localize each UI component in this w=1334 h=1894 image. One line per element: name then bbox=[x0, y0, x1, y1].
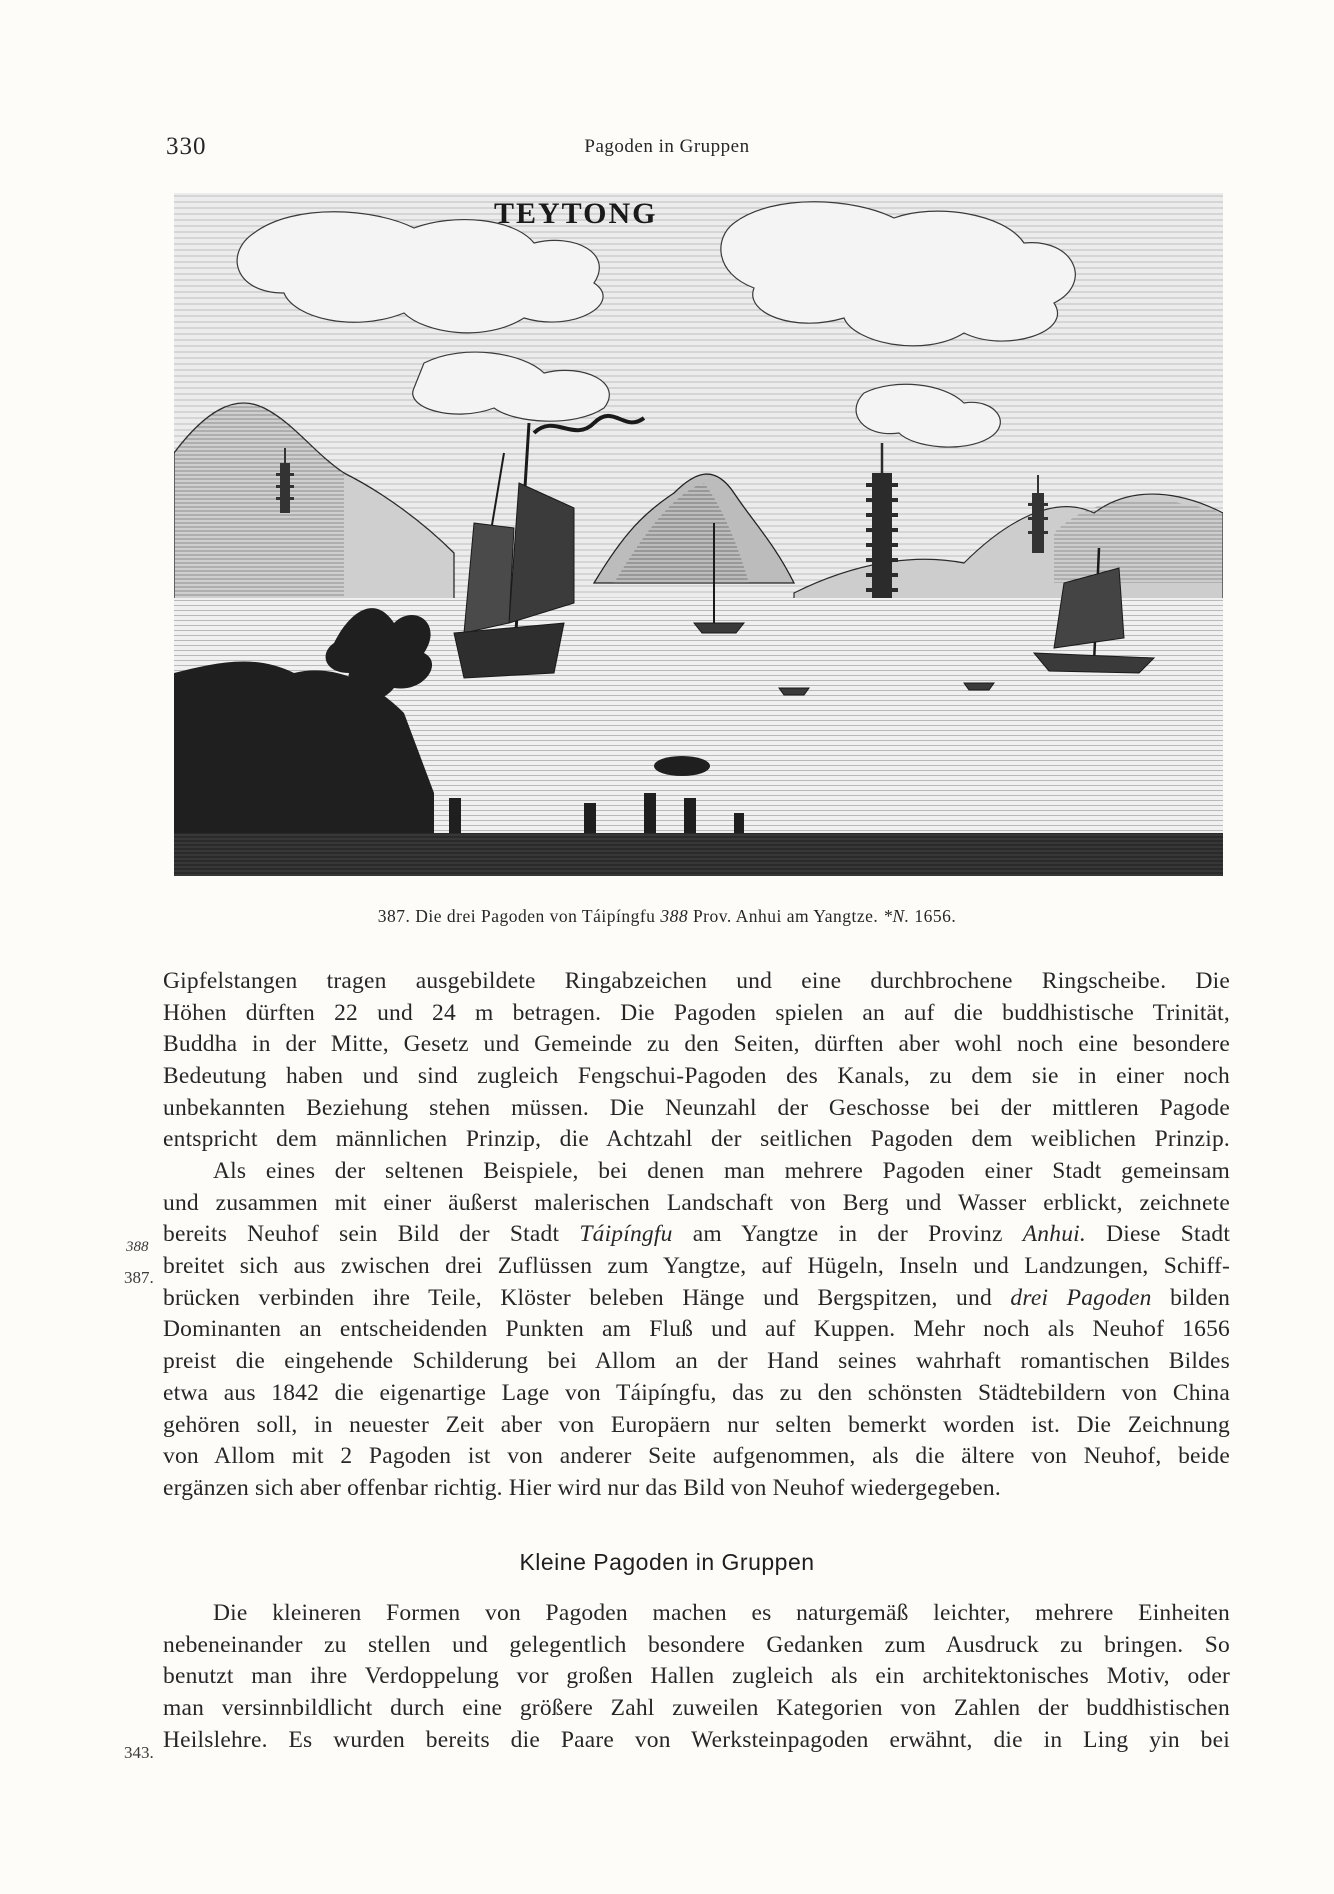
page-number: 330 bbox=[166, 133, 207, 160]
caption-source: *N. bbox=[883, 906, 910, 926]
paragraph-1 bbox=[163, 966, 1230, 1156]
running-head: Pagoden in Gruppen bbox=[584, 136, 750, 157]
text-line: Höhen dürften 22 und 24 m betragen. Die Pagoden spielen an auf die buddhistische Trinität, bbox=[163, 999, 1230, 1026]
margin-note-388: 388 bbox=[126, 1239, 149, 1255]
text-line bbox=[163, 1219, 1230, 1251]
text-line: breitet sich aus zwischen drei Zuflüssen zum Yangtze, auf Hügeln, Inseln und Landzungen, Schiff- bbox=[163, 1253, 1230, 1280]
text-line: Buddha in der Mitte, Gesetz und Gemeinde zu den Seiten, dürften aber wohl noch eine besondere bbox=[163, 1031, 1230, 1058]
text-line: ergänzen sich aber offenbar richtig. Hier wird nur das Bild von Neuhof wiedergegeben. bbox=[163, 1474, 1001, 1501]
caption-year: 1656. bbox=[914, 906, 957, 926]
caption-rest: Prov. Anhui am Yangtze. bbox=[692, 906, 879, 926]
place-name-anhui: Anhui. bbox=[1022, 1221, 1086, 1248]
caption-number: 387. bbox=[377, 906, 411, 926]
text-line: Gipfelstangen tragen ausgebildete Ringabzeichen und eine durchbrochene Ringscheibe. Die bbox=[163, 968, 1230, 994]
caption-text: Die drei Pagoden von Táipíngfu bbox=[415, 906, 656, 926]
text-line: Bedeutung haben und sind zugleich Fengschui-Pagoden des Kanals, zu dem sie in einer noch bbox=[163, 1063, 1230, 1090]
text-line: von Allom mit 2 Pagoden ist von anderer Seite aufgenommen, als die ältere von Neuhof, beide bbox=[163, 1443, 1230, 1470]
text-line: preist die eingehende Schilderung bei Allom an der Hand seines wahrhaft romantischen Bildes bbox=[163, 1348, 1230, 1375]
caption-ref: 388 bbox=[660, 906, 689, 926]
text-line: benutzt man ihre Verdoppelung vor großen Hallen zugleich als ein architektonisches Motiv, oder bbox=[163, 1663, 1230, 1690]
paragraph-2 bbox=[163, 1156, 1230, 1505]
text-line: man versinnbildlicht durch eine größere Zahl zuweilen Kategorien von Zahlen der buddhistischen bbox=[163, 1695, 1230, 1722]
engraving-illustration bbox=[174, 193, 1223, 876]
margin-note-387: 387. bbox=[124, 1268, 154, 1287]
text-line: nebeneinander zu stellen und gelegentlich besondere Gedanken zum Ausdruck zu bringen. So bbox=[163, 1631, 1230, 1658]
text-line: Dominanten an entscheidenden Punkten am Fluß und auf Kuppen. Mehr noch als Neuhof 1656 bbox=[163, 1316, 1230, 1343]
text-span: bereits Neuhof sein Bild der Stadt bbox=[163, 1221, 560, 1248]
text-line: Die kleineren Formen von Pagoden machen es naturgemäß leichter, mehrere Einheiten bbox=[213, 1600, 1230, 1626]
text-span: brücken verbinden ihre Teile, Klöster beleben Hänge und Bergspitzen, und bbox=[163, 1284, 992, 1311]
text-line: und zusammen mit einer äußerst malerischen Landschaft von Berg und Wasser erblickt, zeichnete bbox=[163, 1189, 1230, 1216]
text-line: gehören soll, in neuester Zeit aber von Europäern nur selten bemerkt worden ist. Die Zeichnung bbox=[163, 1411, 1230, 1438]
text-line: etwa aus 1842 die eigenartige Lage von Táipíngfu, das zu den schönsten Städtebildern von China bbox=[163, 1379, 1230, 1406]
place-name-taipingfu: Táipíngfu bbox=[579, 1221, 673, 1248]
plate-inscription: TEYTONG bbox=[494, 197, 658, 230]
text-line: Heilslehre. Es wurden bereits die Paare von Werksteinpagoden erwähnt, die in Ling yin bei bbox=[163, 1726, 1230, 1753]
harbor-landscape-drawing bbox=[174, 193, 1223, 876]
text-line bbox=[163, 1283, 1230, 1315]
text-line: entspricht dem männlichen Prinzip, die Achtzahl der seitlichen Pagoden dem weiblichen Prinzip. bbox=[163, 1126, 1230, 1153]
text-span: bilden bbox=[1170, 1284, 1231, 1311]
text-line: unbekannten Beziehung stehen müssen. Die Neunzahl der Geschosse bei der mittleren Pagode bbox=[163, 1094, 1230, 1121]
margin-note-343: 343. bbox=[124, 1743, 154, 1762]
text-span: am Yangtze in der Provinz bbox=[692, 1221, 1003, 1248]
emphasis-drei-pagoden: drei Pagoden bbox=[1010, 1284, 1152, 1311]
figure-caption bbox=[0, 906, 1334, 927]
section-paragraph bbox=[163, 1598, 1230, 1756]
text-line: Als eines der seltenen Beispiele, bei denen man mehrere Pagoden einer Stadt gemeinsam bbox=[213, 1158, 1230, 1184]
section-heading: Kleine Pagoden in Gruppen bbox=[519, 1549, 815, 1575]
text-span: Diese Stadt bbox=[1106, 1221, 1231, 1248]
